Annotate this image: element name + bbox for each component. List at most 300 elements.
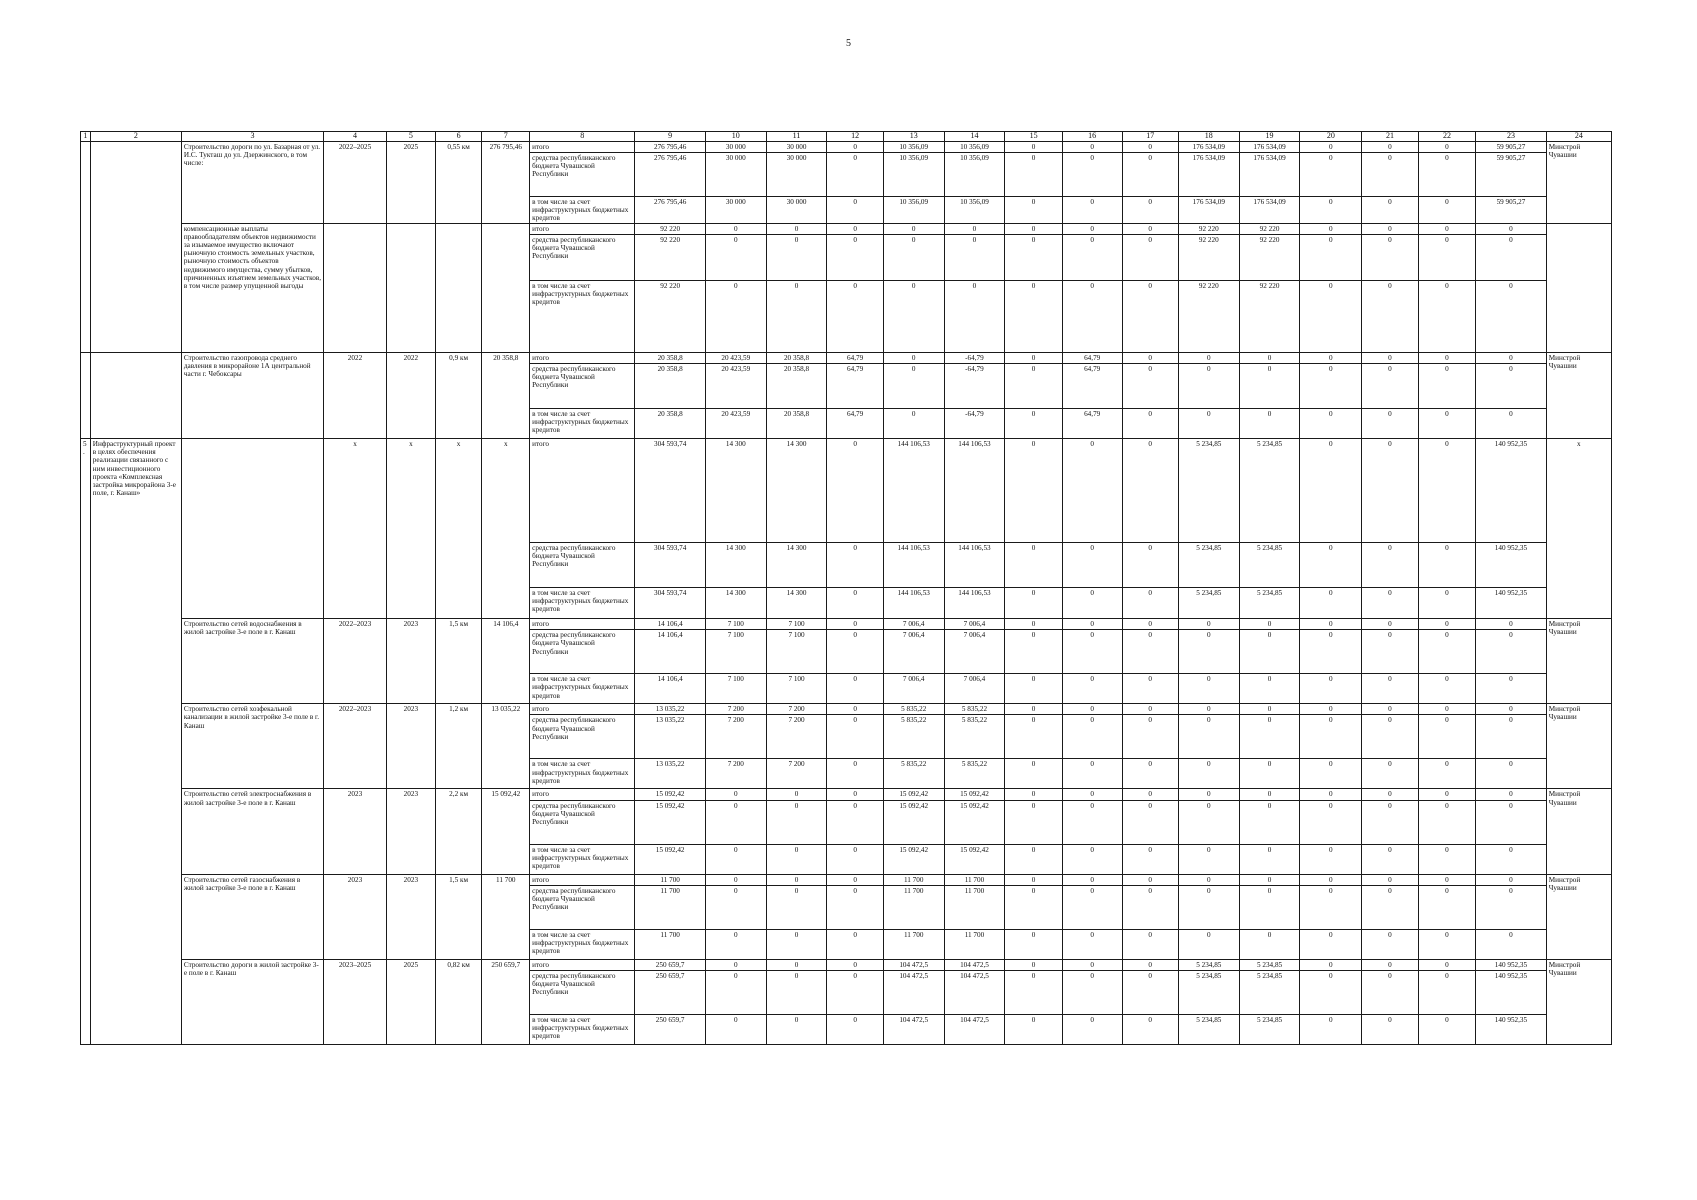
value-cell: 7 200 [766, 704, 827, 715]
value-cell: 0 [1300, 197, 1362, 224]
value-cell: 0 [705, 885, 766, 929]
fund-source-cell: итого [530, 439, 635, 543]
object-name-cell: компенсационные выплаты правообладателям объектов недвижимости за изымаемое имущество включают рыночную стоимость земельных участков, рыночную стоимость объектов недвижимого имущества, сумму убытков, причиненных изъятием земельных участков, в том числе размер упущенной выгоды [181, 224, 323, 353]
value-cell: 15 092,42 [635, 844, 706, 874]
value-cell: 0 [827, 715, 883, 759]
value-cell: 0 [1122, 543, 1178, 588]
value-cell: 0 [1362, 543, 1418, 588]
value-cell: 0 [1362, 588, 1418, 619]
object-name-cell: Строительство сетей электроснабжения в жилой застройке 3-е поле в г. Канаш [181, 789, 323, 874]
value-cell: 0 [766, 844, 827, 874]
value-cell: 0 [1362, 630, 1418, 674]
value-cell: 0 [1418, 141, 1476, 152]
value-cell: 0 [1300, 588, 1362, 619]
value-cell: 144 106,53 [883, 588, 944, 619]
value-cell: 144 106,53 [944, 588, 1005, 619]
value-cell: 0 [1418, 235, 1476, 281]
value-cell: 10 356,09 [883, 197, 944, 224]
value-cell: 64,79 [827, 353, 883, 364]
value-cell: 0 [944, 235, 1005, 281]
value-cell: 0 [1239, 409, 1300, 439]
value-cell: 0 [1300, 281, 1362, 353]
value-cell: 0 [705, 281, 766, 353]
value-cell: 0 [944, 224, 1005, 235]
value-cell: 0 [1062, 704, 1122, 715]
value-cell: 0 [1005, 197, 1063, 224]
value-cell: 5 234,85 [1178, 970, 1239, 1014]
value-cell: 0 [1300, 704, 1362, 715]
value-cell: 0 [766, 959, 827, 970]
value-cell: 0 [827, 1014, 883, 1044]
column-number: 17 [1122, 132, 1178, 142]
value-cell: 0 [1362, 674, 1418, 704]
value-cell: 0 [1362, 959, 1418, 970]
cost-cell: 250 659,7 [482, 959, 530, 1044]
value-cell: 7 100 [705, 674, 766, 704]
years-cell [324, 224, 387, 353]
value-cell: 0 [1300, 630, 1362, 674]
fund-source-cell: итого [530, 619, 635, 630]
value-cell: 0 [1122, 970, 1178, 1014]
value-cell: 0 [766, 970, 827, 1014]
value-cell: 59 905,27 [1476, 153, 1547, 197]
column-number: 13 [883, 132, 944, 142]
value-cell: 5 835,22 [944, 704, 1005, 715]
project-name-cell: Инфраструктурный проект в целях обеспечения реализации связанного с ним инвестиционного проекта «Комплексная застройка микрорайона 3-е поле, г. Канаш» [90, 439, 181, 1044]
cost-cell: 15 092,42 [482, 789, 530, 874]
value-cell: 0 [1062, 759, 1122, 789]
value-cell: 0 [827, 959, 883, 970]
fund-source-cell: средства республиканского бюджета Чувашской Республики [530, 543, 635, 588]
value-cell: 7 200 [705, 759, 766, 789]
value-cell: 64,79 [1062, 409, 1122, 439]
fund-source-cell: в том числе за счет инфраструктурных бюджетных кредитов [530, 674, 635, 704]
years-cell: 2023–2025 [324, 959, 387, 1044]
value-cell: 0 [1418, 153, 1476, 197]
fund-source-cell: в том числе за счет инфраструктурных бюджетных кредитов [530, 197, 635, 224]
value-cell: 92 220 [1239, 224, 1300, 235]
value-cell: 0 [883, 235, 944, 281]
value-cell: 0 [1005, 789, 1063, 800]
value-cell: 144 106,53 [944, 439, 1005, 543]
responsible-cell: Минстрой Чувашии [1546, 874, 1611, 959]
value-cell: 0 [705, 789, 766, 800]
value-cell: 0 [1362, 789, 1418, 800]
value-cell: 0 [827, 674, 883, 704]
value-cell: 7 100 [705, 619, 766, 630]
value-cell: 0 [1178, 364, 1239, 409]
value-cell: 14 300 [766, 588, 827, 619]
fund-source-cell: средства республиканского бюджета Чувашской Республики [530, 800, 635, 844]
value-cell: 0 [1178, 929, 1239, 959]
value-cell: 0 [883, 353, 944, 364]
column-number: 19 [1239, 132, 1300, 142]
column-number: 24 [1546, 132, 1611, 142]
value-cell: 0 [705, 800, 766, 844]
value-cell: 5 234,85 [1178, 959, 1239, 970]
value-cell: 0 [1062, 153, 1122, 197]
value-cell: 0 [1476, 874, 1547, 885]
value-cell: 15 092,42 [635, 800, 706, 844]
row-number-cell [81, 353, 91, 439]
years-cell: 2023 [324, 789, 387, 874]
capacity-cell: 1,5 км [435, 619, 482, 704]
value-cell: 0 [1476, 281, 1547, 353]
value-cell: 0 [1122, 789, 1178, 800]
value-cell: 0 [944, 281, 1005, 353]
value-cell: 140 952,35 [1476, 439, 1547, 543]
value-cell: 0 [1362, 874, 1418, 885]
value-cell: 176 534,09 [1178, 197, 1239, 224]
value-cell: 0 [1062, 197, 1122, 224]
value-cell: 0 [1300, 1014, 1362, 1044]
value-cell: 0 [1122, 235, 1178, 281]
value-cell: 0 [1122, 759, 1178, 789]
value-cell: 0 [1418, 800, 1476, 844]
fund-source-cell: итого [530, 224, 635, 235]
value-cell: 0 [766, 885, 827, 929]
value-cell: 0 [1062, 235, 1122, 281]
value-cell: 11 700 [883, 885, 944, 929]
value-cell: 104 472,5 [944, 1014, 1005, 1044]
value-cell: 5 234,85 [1178, 439, 1239, 543]
object-name-cell: Строительство сетей газоснабжения в жилой застройке 3-е поле в г. Канаш [181, 874, 323, 959]
value-cell: 0 [1476, 759, 1547, 789]
value-cell: 5 835,22 [944, 715, 1005, 759]
value-cell: 0 [1005, 759, 1063, 789]
value-cell: 0 [1300, 619, 1362, 630]
value-cell: 176 534,09 [1239, 141, 1300, 152]
capacity-cell: 1,5 км [435, 874, 482, 959]
value-cell: 0 [1476, 789, 1547, 800]
value-cell: 0 [1476, 800, 1547, 844]
value-cell: 13 035,22 [635, 704, 706, 715]
value-cell: 92 220 [1178, 281, 1239, 353]
value-cell: 0 [1122, 959, 1178, 970]
value-cell: 0 [1239, 759, 1300, 789]
end-year-cell: х [386, 439, 435, 619]
value-cell: 30 000 [766, 141, 827, 152]
value-cell: 140 952,35 [1476, 543, 1547, 588]
value-cell: 0 [827, 844, 883, 874]
capacity-cell: х [435, 439, 482, 619]
value-cell: 14 300 [705, 588, 766, 619]
value-cell: 0 [1300, 439, 1362, 543]
value-cell: 0 [1005, 409, 1063, 439]
value-cell: 0 [1005, 929, 1063, 959]
value-cell: 304 593,74 [635, 439, 706, 543]
value-cell: 14 300 [705, 543, 766, 588]
responsible-cell: Минстрой Чувашии [1546, 959, 1611, 1044]
value-cell: 0 [1122, 630, 1178, 674]
value-cell: 0 [1178, 800, 1239, 844]
value-cell: 0 [1362, 619, 1418, 630]
row-number-cell [81, 141, 91, 352]
column-number: 16 [1062, 132, 1122, 142]
value-cell: 59 905,27 [1476, 197, 1547, 224]
value-cell: 276 795,46 [635, 197, 706, 224]
value-cell: 0 [883, 409, 944, 439]
responsible-cell: Минстрой Чувашии [1546, 141, 1611, 223]
value-cell: 0 [1362, 844, 1418, 874]
column-number: 20 [1300, 132, 1362, 142]
value-cell: 64,79 [827, 364, 883, 409]
value-cell: 0 [1122, 364, 1178, 409]
value-cell: 0 [705, 970, 766, 1014]
value-cell: 15 092,42 [883, 800, 944, 844]
value-cell: 0 [827, 759, 883, 789]
value-cell: 0 [827, 235, 883, 281]
value-cell: 0 [1476, 364, 1547, 409]
value-cell: 0 [1239, 844, 1300, 874]
value-cell: 0 [1005, 439, 1063, 543]
value-cell: 0 [1418, 885, 1476, 929]
value-cell: 20 358,8 [635, 409, 706, 439]
value-cell: 20 358,8 [635, 353, 706, 364]
value-cell: 140 952,35 [1476, 588, 1547, 619]
table-row [81, 619, 1612, 630]
column-number: 4 [324, 132, 387, 142]
value-cell: 0 [1362, 235, 1418, 281]
fund-source-cell: в том числе за счет инфраструктурных бюджетных кредитов [530, 409, 635, 439]
value-cell: 0 [1418, 588, 1476, 619]
value-cell: 5 835,22 [883, 759, 944, 789]
value-cell: 0 [1476, 885, 1547, 929]
value-cell: 0 [1178, 789, 1239, 800]
value-cell: 0 [1300, 674, 1362, 704]
years-cell: х [324, 439, 387, 619]
value-cell: 0 [1178, 885, 1239, 929]
value-cell: 7 200 [766, 759, 827, 789]
value-cell: 5 234,85 [1239, 970, 1300, 1014]
value-cell: 0 [1122, 704, 1178, 715]
column-number: 23 [1476, 132, 1547, 142]
value-cell: 304 593,74 [635, 543, 706, 588]
value-cell: 144 106,53 [883, 439, 944, 543]
value-cell: 92 220 [635, 224, 706, 235]
value-cell: 0 [1005, 281, 1063, 353]
value-cell: -64,79 [944, 353, 1005, 364]
fund-source-cell: в том числе за счет инфраструктурных бюджетных кредитов [530, 1014, 635, 1044]
value-cell: 0 [1178, 704, 1239, 715]
object-name-cell: Строительство дороги в жилой застройке 3-е поле в г. Канаш [181, 959, 323, 1044]
value-cell: 0 [705, 235, 766, 281]
value-cell: 0 [1122, 281, 1178, 353]
value-cell: 11 700 [635, 874, 706, 885]
value-cell: 7 006,4 [883, 630, 944, 674]
value-cell: 0 [1178, 759, 1239, 789]
value-cell: 20 358,8 [766, 409, 827, 439]
column-number: 21 [1362, 132, 1418, 142]
cost-cell: 14 106,4 [482, 619, 530, 704]
fund-source-cell: в том числе за счет инфраструктурных бюджетных кредитов [530, 929, 635, 959]
cost-cell: 13 035,22 [482, 704, 530, 789]
fund-source-cell: в том числе за счет инфраструктурных бюджетных кредитов [530, 844, 635, 874]
value-cell: 0 [827, 153, 883, 197]
value-cell: 250 659,7 [635, 1014, 706, 1044]
value-cell: 0 [1362, 364, 1418, 409]
value-cell: 0 [1300, 153, 1362, 197]
value-cell: 0 [1239, 929, 1300, 959]
value-cell: 0 [1418, 970, 1476, 1014]
value-cell: 0 [1476, 619, 1547, 630]
page-number: 5 [846, 38, 851, 49]
value-cell: 0 [1362, 800, 1418, 844]
value-cell: 7 006,4 [944, 630, 1005, 674]
value-cell: 0 [883, 364, 944, 409]
value-cell: 0 [1418, 874, 1476, 885]
value-cell: 0 [766, 224, 827, 235]
column-number: 8 [530, 132, 635, 142]
value-cell: 14 300 [766, 543, 827, 588]
capacity-cell: 0,82 км [435, 959, 482, 1044]
value-cell: 0 [1005, 364, 1063, 409]
object-name-cell: Строительство сетей хозфекальной канализации в жилой застройке 3-е поле в г. Канаш [181, 704, 323, 789]
fund-source-cell: итого [530, 874, 635, 885]
value-cell: 10 356,09 [883, 153, 944, 197]
value-cell: 0 [1300, 970, 1362, 1014]
value-cell: 0 [1178, 674, 1239, 704]
value-cell: 0 [1005, 1014, 1063, 1044]
value-cell: 0 [1005, 874, 1063, 885]
value-cell: 0 [827, 630, 883, 674]
value-cell: 20 358,8 [635, 364, 706, 409]
column-number: 7 [482, 132, 530, 142]
value-cell: 0 [1005, 885, 1063, 929]
value-cell: 0 [1300, 364, 1362, 409]
value-cell: 0 [1362, 439, 1418, 543]
value-cell: 0 [827, 885, 883, 929]
value-cell: 0 [827, 197, 883, 224]
value-cell: 5 835,22 [883, 715, 944, 759]
value-cell: 0 [1239, 874, 1300, 885]
value-cell: 0 [827, 439, 883, 543]
value-cell: 0 [1122, 715, 1178, 759]
value-cell: 0 [1300, 789, 1362, 800]
value-cell: 10 356,09 [944, 141, 1005, 152]
value-cell: 0 [1062, 630, 1122, 674]
value-cell: 0 [1005, 800, 1063, 844]
value-cell: 11 700 [883, 874, 944, 885]
value-cell: 0 [1418, 543, 1476, 588]
column-number: 10 [705, 132, 766, 142]
value-cell: 0 [1300, 959, 1362, 970]
value-cell: 0 [1005, 543, 1063, 588]
responsible-cell [1546, 224, 1611, 353]
value-cell: 0 [1362, 197, 1418, 224]
column-number: 1 [81, 132, 91, 142]
value-cell: 0 [1062, 543, 1122, 588]
value-cell: 0 [1005, 224, 1063, 235]
object-name-cell: Строительство газопровода среднего давления в микрорайоне 1А центральной части г. Чебоксары [181, 353, 323, 439]
column-number: 14 [944, 132, 1005, 142]
value-cell: 0 [1122, 224, 1178, 235]
value-cell: 0 [1005, 153, 1063, 197]
value-cell: 11 700 [635, 885, 706, 929]
value-cell: 0 [1418, 281, 1476, 353]
value-cell: 11 700 [944, 885, 1005, 929]
value-cell: 176 534,09 [1178, 141, 1239, 152]
column-number: 12 [827, 132, 883, 142]
value-cell: 104 472,5 [883, 959, 944, 970]
value-cell: 0 [1122, 141, 1178, 152]
value-cell: 0 [1300, 885, 1362, 929]
cost-cell: 20 358,8 [482, 353, 530, 439]
years-cell: 2022–2023 [324, 619, 387, 704]
value-cell: 0 [1362, 141, 1418, 152]
value-cell: 15 092,42 [944, 789, 1005, 800]
value-cell: 0 [1062, 959, 1122, 970]
years-cell: 2022–2023 [324, 704, 387, 789]
value-cell: 0 [1062, 789, 1122, 800]
value-cell: 7 006,4 [944, 674, 1005, 704]
value-cell: 7 006,4 [883, 674, 944, 704]
value-cell: 0 [1300, 759, 1362, 789]
project-name-cell [90, 141, 181, 352]
value-cell: 0 [1418, 353, 1476, 364]
value-cell: 14 300 [705, 439, 766, 543]
value-cell: 0 [1122, 674, 1178, 704]
value-cell: 0 [1418, 630, 1476, 674]
value-cell: 0 [1005, 619, 1063, 630]
end-year-cell: 2023 [386, 704, 435, 789]
value-cell: 14 106,4 [635, 630, 706, 674]
value-cell: 176 534,09 [1178, 153, 1239, 197]
value-cell: 0 [705, 224, 766, 235]
value-cell: 104 472,5 [944, 970, 1005, 1014]
value-cell: 7 100 [705, 630, 766, 674]
end-year-cell [386, 224, 435, 353]
value-cell: 304 593,74 [635, 588, 706, 619]
value-cell: 0 [1062, 1014, 1122, 1044]
end-year-cell: 2023 [386, 619, 435, 704]
fund-source-cell: средства республиканского бюджета Чувашской Республики [530, 364, 635, 409]
value-cell: 0 [1239, 674, 1300, 704]
value-cell: 0 [1476, 674, 1547, 704]
value-cell: 92 220 [1239, 281, 1300, 353]
column-number: 3 [181, 132, 323, 142]
value-cell: 30 000 [766, 197, 827, 224]
value-cell: 0 [827, 800, 883, 844]
column-number: 5 [386, 132, 435, 142]
value-cell: 0 [1239, 789, 1300, 800]
value-cell: 0 [1122, 619, 1178, 630]
value-cell: 0 [766, 281, 827, 353]
value-cell: 0 [1418, 759, 1476, 789]
value-cell: 0 [827, 874, 883, 885]
value-cell: 0 [1062, 885, 1122, 929]
table-row [81, 959, 1612, 970]
value-cell: 0 [1122, 1014, 1178, 1044]
value-cell: 0 [1062, 439, 1122, 543]
fund-source-cell: средства республиканского бюджета Чувашской Республики [530, 630, 635, 674]
value-cell: 276 795,46 [635, 141, 706, 152]
value-cell: 92 220 [1178, 224, 1239, 235]
value-cell: 0 [1005, 353, 1063, 364]
value-cell: 59 905,27 [1476, 141, 1547, 152]
value-cell: 20 423,59 [705, 364, 766, 409]
table-row [81, 874, 1612, 885]
value-cell: 64,79 [1062, 364, 1122, 409]
end-year-cell: 2025 [386, 141, 435, 223]
value-cell: 0 [1122, 929, 1178, 959]
value-cell: 0 [1362, 1014, 1418, 1044]
capacity-cell: 0,55 км [435, 141, 482, 223]
value-cell: 0 [1062, 844, 1122, 874]
fund-source-cell: средства республиканского бюджета Чувашской Республики [530, 885, 635, 929]
value-cell: 0 [1239, 885, 1300, 929]
value-cell: 0 [1062, 674, 1122, 704]
